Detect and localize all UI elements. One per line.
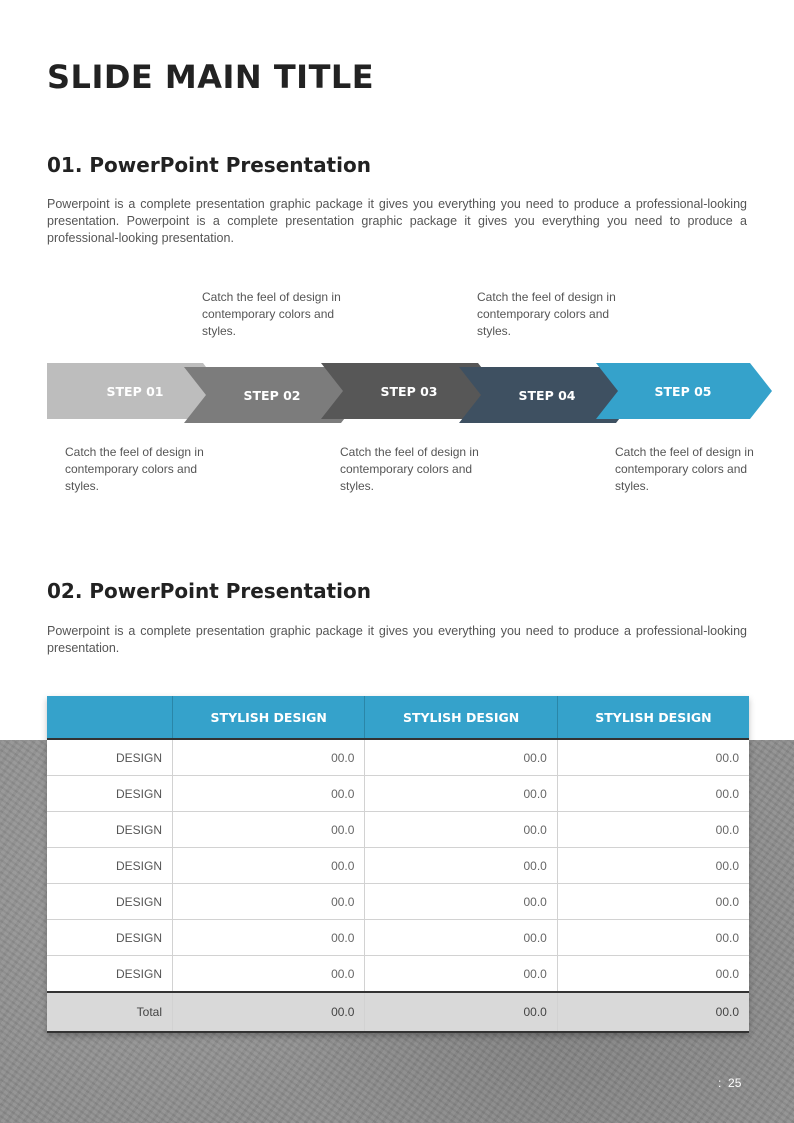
- table-cell: 00.0: [557, 812, 749, 848]
- total-cell: 00.0: [557, 992, 749, 1032]
- step-05-label: STEP 05: [654, 384, 712, 399]
- row-label: DESIGN: [47, 956, 173, 993]
- table-cell: 00.0: [365, 812, 557, 848]
- table-cell: 00.0: [173, 884, 365, 920]
- table-row: [47, 884, 749, 920]
- table-header-col-3: STYLISH DESIGN: [557, 696, 749, 739]
- row-label: DESIGN: [47, 848, 173, 884]
- step-01-caption: Catch the feel of design in contemporary colors and styles.: [65, 445, 204, 493]
- table-cell: 00.0: [557, 848, 749, 884]
- table-cell: 00.0: [365, 920, 557, 956]
- table-header-col-1: STYLISH DESIGN: [173, 696, 365, 739]
- table-cell: 00.0: [173, 812, 365, 848]
- row-label: DESIGN: [47, 739, 173, 776]
- page-number-value: 25: [728, 1076, 742, 1090]
- table-cell: 00.0: [557, 739, 749, 776]
- step-02-caption: Catch the feel of design in contemporary colors and styles.: [202, 290, 341, 338]
- table-cell: 00.0: [557, 776, 749, 812]
- table-cell: 00.0: [557, 884, 749, 920]
- step-02-label: STEP 02: [243, 388, 301, 403]
- step-01-label: STEP 01: [106, 384, 164, 399]
- table-header-row: [47, 696, 749, 739]
- total-cell: 00.0: [173, 992, 365, 1032]
- table-row: [47, 920, 749, 956]
- section-1-body: Powerpoint is a complete presentation graphic package it gives you everything you need to produce a professional-looking presentation. Powerpoint is a complete presentation graphic package it gives you everything you need to produce a professional-looking presentation.: [47, 197, 747, 245]
- table-row: [47, 812, 749, 848]
- page-number: [718, 1076, 741, 1090]
- table-cell: 00.0: [365, 776, 557, 812]
- table-total-row: [47, 992, 749, 1032]
- table-cell: 00.0: [173, 956, 365, 993]
- table-cell: 00.0: [557, 956, 749, 993]
- step-05: [596, 363, 772, 419]
- total-label: Total: [47, 992, 173, 1032]
- table-row: [47, 776, 749, 812]
- table-cell: 00.0: [173, 920, 365, 956]
- table-header-blank: [47, 696, 173, 739]
- section-2-body: Powerpoint is a complete presentation graphic package it gives you everything you need to produce a professional-looking presentation.: [47, 624, 747, 655]
- section-2-heading: 02. PowerPoint Presentation: [47, 579, 371, 603]
- table-cell: 00.0: [173, 776, 365, 812]
- section-1-heading: 01. PowerPoint Presentation: [47, 153, 371, 177]
- table-cell: 00.0: [365, 848, 557, 884]
- table-header-col-2: STYLISH DESIGN: [365, 696, 557, 739]
- step-03-caption: Catch the feel of design in contemporary colors and styles.: [340, 445, 479, 493]
- table-cell: 00.0: [365, 884, 557, 920]
- row-label: DESIGN: [47, 776, 173, 812]
- page-marker: :: [718, 1076, 722, 1090]
- table-cell: 00.0: [365, 956, 557, 993]
- process-steps: [0, 355, 794, 435]
- table-cell: 00.0: [557, 920, 749, 956]
- table-cell: 00.0: [173, 739, 365, 776]
- row-label: DESIGN: [47, 920, 173, 956]
- table-row: [47, 739, 749, 776]
- row-label: DESIGN: [47, 884, 173, 920]
- table-cell: 00.0: [173, 848, 365, 884]
- step-03-label: STEP 03: [380, 384, 438, 399]
- table-row: [47, 848, 749, 884]
- total-cell: 00.0: [365, 992, 557, 1032]
- row-label: DESIGN: [47, 812, 173, 848]
- step-04-label: STEP 04: [518, 388, 576, 403]
- table-cell: 00.0: [365, 739, 557, 776]
- step-05-caption: Catch the feel of design in contemporary colors and styles.: [615, 445, 754, 493]
- design-table: [47, 696, 749, 1033]
- table-row: [47, 956, 749, 993]
- slide-main-title: SLIDE MAIN TITLE: [47, 58, 375, 96]
- step-04-caption: Catch the feel of design in contemporary colors and styles.: [477, 290, 616, 338]
